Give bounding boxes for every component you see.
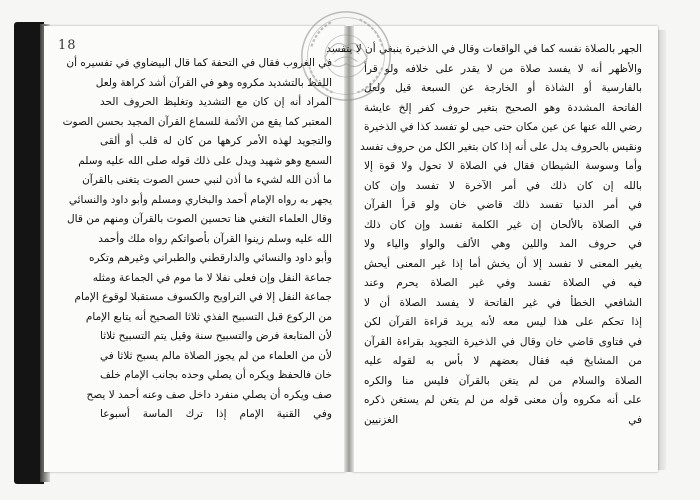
manuscript-line: على أنه مكروه وأن معنى قوله من لم يتغن لم يستغن ذكره (364, 394, 642, 406)
manuscript-line: يغير المعنى لا تفسد إلا أن يخش أما إذا غير المعنى أيحش (364, 257, 642, 270)
folio-number: 18 (58, 38, 77, 53)
manuscript-line: يجهر به رواه الإمام أحمد والبخاري ومسلم وأبو داود والنسائي (68, 193, 332, 206)
manuscript-line: وقال العلماء التغني هنا تحسين الصوت بالقرآن ومنهم من قال (67, 213, 332, 225)
manuscript-line: من المشايخ فيه فقال بعضهم لا بأس به لقوله عليه (364, 355, 642, 367)
manuscript-line: المراد أنه إن كان مع التشديد وتغليظ الحروف الحد (100, 96, 332, 108)
library-stamp-icon (298, 8, 394, 104)
manuscript-line: رضي الله عنها عن عين مكان حتى حيى لو تفسد كذا في الذخيرة (364, 121, 642, 133)
manuscript-line: في حروف المد واللين وهي الألف والواو والياء ولا (364, 238, 642, 250)
manuscript-line: صف ويكره أن يصلي منفرد داخل صف وعنه أحمد لا يصح (86, 388, 332, 401)
manuscript-line: الصلاة والسلام من لم يتغن بالقرآن فليس منا والكره (364, 374, 642, 387)
manuscript-line: ما أذن الله لشيء ما أذن لنبي حسن الصوت يتغنى بالقرآن (82, 174, 332, 186)
manuscript-line: إذا تحكم على هذا ليس معه لأنه يريد قراءة القرآن لكن (364, 316, 642, 328)
manuscript-line: لأن المتابعة فرض والتسبيح سنة وقيل يتم التسبيح ثلاثا (100, 330, 332, 342)
manuscript-line: في الصلاة بالألحان إن غير الكلمة تفسد وإن كان ذلك (364, 218, 642, 231)
manuscript-line: فيه في الصلاة تفسد وفي غير الصلاة يحرم وعند (364, 277, 642, 289)
manuscript-line: في الغروب فقال في التحفة كما قال البيضاوي في تفسيره أن (66, 57, 332, 69)
left-page-text (62, 54, 332, 438)
manuscript-line: جماعة النفل وإن فعلى نفلا لا ما موم في الجماعة ومثله (92, 271, 332, 284)
manuscript-line: جماعة النفل إلا في التراويح والكسوف مستقبلا لوقوع الإمام (74, 291, 332, 303)
manuscript-line: من الركوع قبل التسبيح الفذي ثلاثا الصحيح أنه يتابع الإمام (85, 310, 332, 323)
manuscript-line: في أمر الدنيا تفسد ذلك قاضي خان ولو قرأ القرآن (364, 199, 642, 211)
manuscript-line: اللفظ بالتشديد مكروه وهو في القرآن أشد كراهة ولعل (95, 76, 332, 89)
manuscript-line: والأظهر أنه لا يفسد صلاة من لا يقدر على خلافه ولو قرأ (364, 62, 642, 75)
manuscript-line: الجهر بالصلاة نفسه كما في الواقعات وقال في الذخيرة ينبغي أن لا يتفسد (326, 43, 642, 55)
right-page-text (326, 40, 642, 452)
manuscript-line: المعتبر كما يقع من الأئمة للسماع القرآن المجيد بحسن الصوت (62, 115, 332, 128)
manuscript-line: وفي القنية الإمام إذا ترك الماسة أسبوعا (100, 408, 332, 420)
manuscript-line: بالله إن كان ذلك في أمر الآخرة لا تفسد وإن كان (364, 179, 642, 192)
manuscript-line: الفاتحة المشددة وهو الصحيح بتغير حروف كفر إلخ عايشة (364, 101, 642, 114)
manuscript-line: لأن من العلماء من لم يجوز الصلاة مالم يسبح ثلاثا في (100, 349, 332, 362)
manuscript-line: وأبو داود والنسائي والدارقطني والطبراني وغيرهم وتكره (88, 252, 332, 264)
manuscript-line: في الغزنيين (364, 413, 642, 426)
manuscript-line: السمع وهو شهيد ويدل على ذلك قوله صلى الله عليه وسلم (78, 154, 332, 167)
manuscript-line: في فتاوى قاضي خان وقال في الذخيرة التجويد بقراءة القرآن (364, 335, 642, 348)
manuscript-line: الله عليه وسلم زينوا القرآن بأصواتكم رواه ملك وأحمد (98, 232, 332, 245)
manuscript-line: بالفارسية أو الشاذة أو الخارجة عن السبعة قيل ولعل (364, 82, 642, 94)
manuscript-line: الشافعي الخطأ في غير الفاتحة لا يفسد الصلاة أن لا (364, 296, 642, 309)
manuscript-line: والتجويد لهذه الأمر كرهها من كان له قلب أو ألقى (100, 135, 332, 147)
manuscript-line: ونقيس بالحروف يدل على أنه إذا كان بتغير الكل من حروف تفسد (360, 140, 642, 153)
manuscript-line: خان فالحفظ ويكره أن يصلي وحده بجانب الإمام خلف (100, 369, 332, 381)
manuscript-line: وأما وسوسة الشيطان فقال في الصلاة لا تحول ولا قوة إلا (364, 160, 642, 172)
